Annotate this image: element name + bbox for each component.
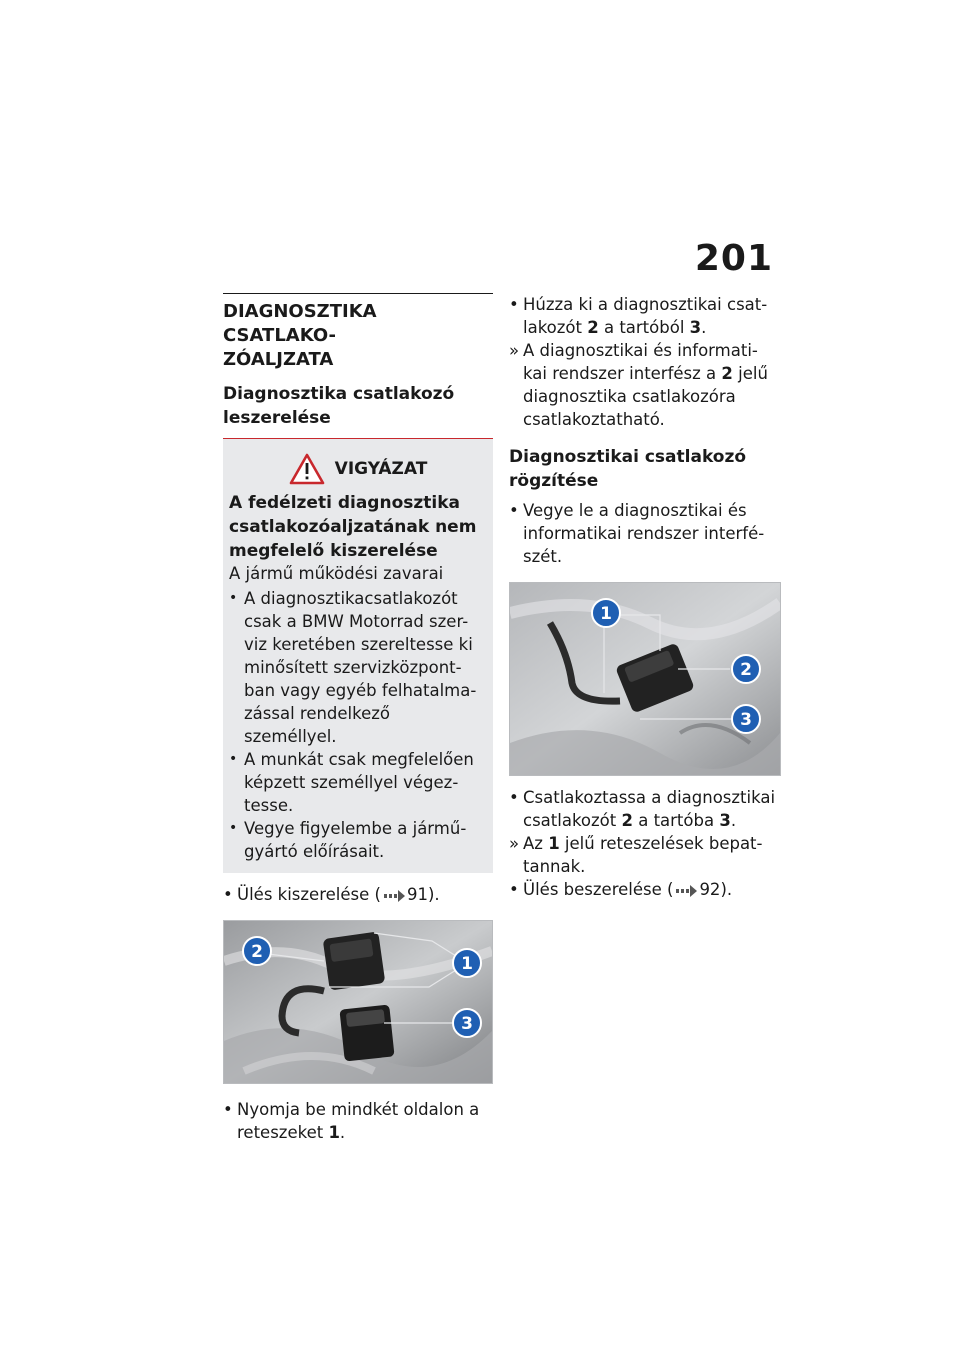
page-number: 201	[694, 238, 773, 279]
warning-box	[223, 439, 493, 873]
svg-text:2: 2	[740, 660, 752, 680]
subsection-title-fixing: Diagnosztikai csatlakozó rögzítése	[509, 447, 747, 491]
step-pull-connector: • Húzza ki a diagnosztikai csat- lakozót 2 a tartóból 3.	[509, 295, 768, 337]
svg-text:2: 2	[251, 942, 263, 962]
subsection-title-removal: Diagnosztika csatlakozó leszerelése	[223, 384, 455, 428]
list-item: • A diagnosztikacsatlakozót csak a BMW Motorrad szer- viz keretében szereltesse ki minősített szervizközpont- ban vagy egyéb felhatalma- zással rendelkező személlyel.	[229, 589, 477, 746]
warning-effect: A jármű működési zavarai	[229, 564, 444, 583]
warning-bullets	[229, 587, 487, 863]
step-remove-interface: • Vegye le a diagnosztikai és informatikai rendszer interfé- szét.	[509, 501, 765, 566]
svg-text:3: 3	[461, 1014, 473, 1034]
step-press-latches: • Nyomja be mindkét oldalon a reteszeket 1.	[223, 1100, 480, 1142]
list-item: • Vegye figyelembe a jármű- gyártó előírásait.	[229, 819, 467, 861]
step-remove-seat: • Ülés kiszerelése ( 91).	[223, 885, 440, 904]
figure-connector-fitting-image	[510, 583, 780, 775]
svg-text:1: 1	[461, 954, 473, 974]
svg-text:1: 1	[600, 604, 612, 624]
page-reference[interactable]: 91	[406, 885, 428, 904]
list-item: • A munkát csak megfelelően képzett személlyel végez- tesse.	[229, 750, 474, 815]
result-latches-engage: » Az 1 jelű reteszelések bepat- tannak.	[509, 834, 763, 876]
figure-connector-removal-image	[224, 921, 492, 1083]
svg-text:3: 3	[740, 710, 752, 730]
page-reference-arrow-icon[interactable]	[675, 885, 697, 897]
step-install-seat: • Ülés beszerelése ( 92).	[509, 880, 733, 899]
warning-triangle-icon	[289, 453, 325, 485]
step-connect-connector: • Csatlakoztassa a diagnosztikai csatlakozót 2 a tartóba 3.	[509, 788, 776, 830]
figure-connector-removal	[223, 920, 493, 1084]
warning-title: A fedélzeti diagnosztika csatlakozóaljzatának nem megfelelő kiszerelése	[229, 493, 477, 561]
warning-header	[229, 453, 487, 485]
section-rule	[223, 293, 493, 294]
result-interface-connectable: » A diagnosztikai és informati- kai rendszer interfész a 2 jelű diagnosztika csatlakozóra csatlakoztatható.	[509, 341, 768, 429]
page-reference-arrow-icon[interactable]	[383, 890, 405, 902]
section-title: DIAGNOSZTIKA CSATLAKO- ZÓALJZATA	[223, 301, 377, 370]
figure-connector-fitting	[509, 582, 781, 776]
right-column	[509, 293, 781, 901]
page-reference[interactable]: 92	[699, 880, 721, 899]
warning-label: VIGYÁZAT	[334, 459, 428, 479]
left-column	[223, 293, 493, 1144]
